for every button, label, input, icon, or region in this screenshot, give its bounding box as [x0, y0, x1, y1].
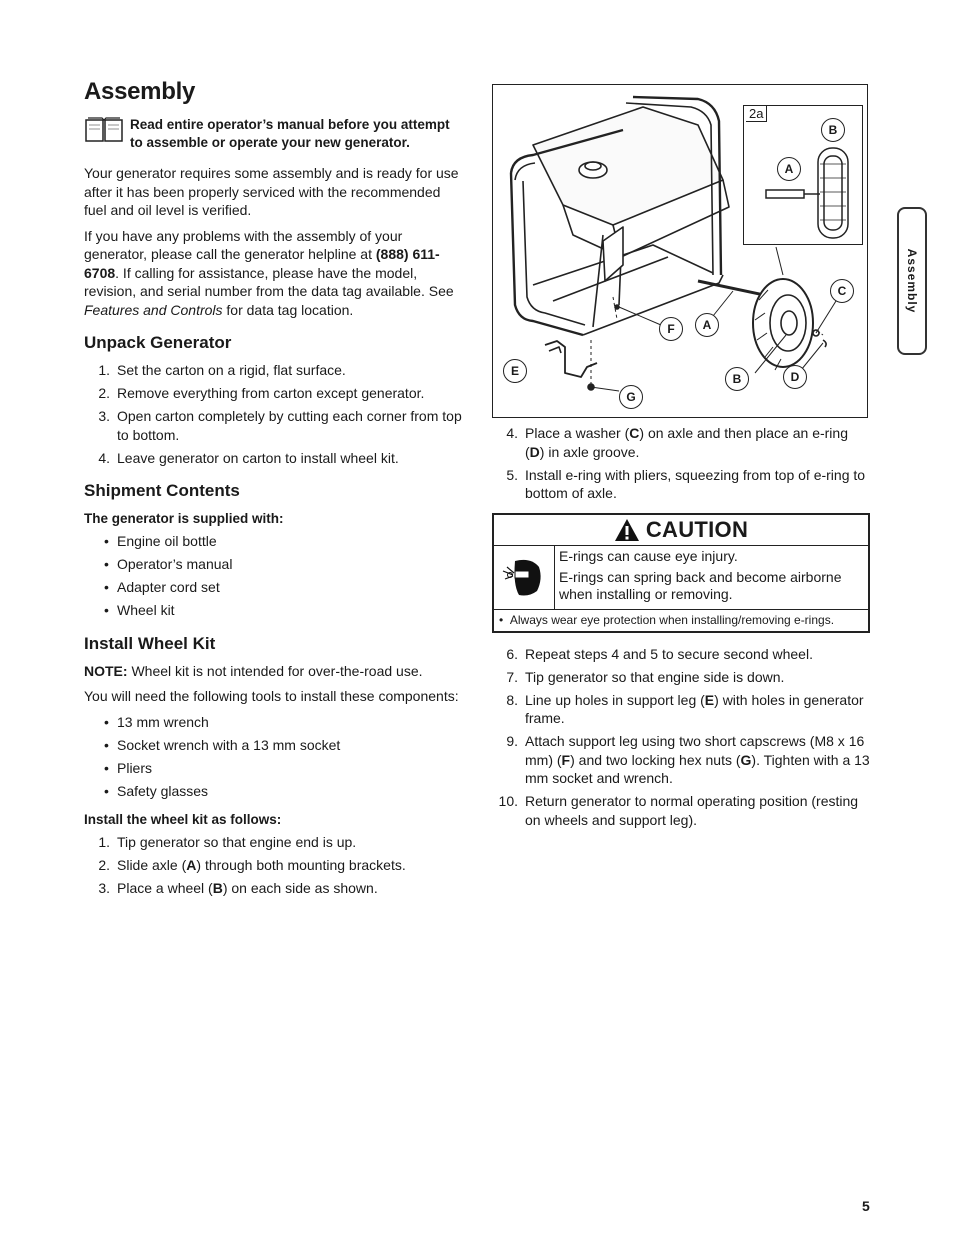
warning-triangle-icon [614, 518, 640, 542]
list-item: • Operator’s manual [104, 556, 233, 572]
list-item: 8. Line up holes in support leg (E) with holes in generator frame. [506, 691, 864, 726]
assembly-figure [492, 84, 868, 418]
shipment-subheading: The generator is supplied with: [84, 511, 284, 526]
wheelkit-heading: Install Wheel Kit [84, 633, 216, 653]
callout-a-inset: A [777, 157, 801, 181]
list-item: 9. Attach support leg using two short capscrews (M8 x 16 mm) (F) and two locking hex nuts (G). Tighten with a 13 mm socket and wrench. [506, 733, 870, 786]
list-item: 3. Place a wheel (B) on each side as shown. [98, 880, 378, 896]
wheelkit-note: NOTE: Wheel kit is not intended for over-the-road use. [84, 662, 423, 679]
unpack-steps [84, 361, 464, 467]
shipment-list [84, 532, 464, 620]
callout-c: C [830, 279, 854, 303]
callout-b: B [725, 367, 749, 391]
caution-title: CAUTION [645, 516, 749, 542]
list-item: 1. Tip generator so that engine end is up. [98, 834, 357, 850]
wheelkit-subheading: Install the wheel kit as follows: [84, 812, 282, 827]
callout-e: E [503, 359, 527, 383]
list-item: • 13 mm wrench [104, 713, 209, 730]
detail-inset [743, 105, 863, 245]
list-item: 4. Place a washer (C) on axle and then place an e-ring (D) in axle groove. [506, 425, 848, 460]
inset-label: 2a [746, 106, 767, 122]
eye-protection-icon [494, 546, 555, 609]
left-column [84, 78, 464, 902]
list-item: 5. Install e-ring with pliers, squeezing from top of e-ring to bottom of axle. [506, 466, 866, 501]
read-manual-text: Read entire operator’s manual before you attempt to assemble or operate your new generator. [130, 117, 450, 150]
callout-f: F [659, 317, 683, 341]
list-item: 1. Set the carton on a rigid, flat surface. [98, 362, 346, 378]
caution-header [494, 515, 868, 546]
callout-b-inset: B [821, 118, 845, 142]
read-manual-note [84, 116, 464, 158]
shipment-heading: Shipment Contents [84, 481, 240, 500]
list-item: • Socket wrench with a 13 mm socket [104, 736, 341, 753]
list-item: 10. Return generator to normal operating position (resting on wheels and support leg). [498, 793, 859, 828]
caution-box [492, 513, 870, 633]
list-item: • Safety glasses [104, 782, 209, 799]
list-item: 6. Repeat steps 4 and 5 to secure second wheel. [506, 645, 813, 662]
intro-paragraph-2: If you have any problems with the assembly of your generator, please call the generator helpline at (888) 611-6708. If calling for assistance, please have the model, revision, and serial number from the data tag available. See Features and Controls for data tag location. [84, 227, 454, 318]
helpline-phone: (888) 611-6708 [84, 246, 440, 281]
list-item: • Adapter cord set [104, 579, 220, 595]
list-item: • Engine oil bottle [104, 533, 217, 549]
intro-paragraph-1: Your generator requires some assembly and is ready for use after it has been properly serviced with the recommended fuel and oil level is verified. [84, 165, 459, 218]
tools-intro: You will need the following tools to install these components: [84, 688, 459, 704]
callout-a: A [695, 313, 719, 337]
list-item: • Wheel kit [104, 602, 175, 618]
wheel-steps-continued [492, 424, 870, 503]
list-item: 7. Tip generator so that engine side is down. [506, 668, 785, 685]
callout-d: D [783, 365, 807, 389]
caution-line-1: E-rings can cause eye injury. [559, 547, 738, 564]
unpack-heading: Unpack Generator [84, 333, 232, 352]
list-item: 3. Open carton completely by cutting each corner from top to bottom. [98, 408, 462, 443]
page-number: 5 [862, 1198, 870, 1214]
wheel-steps-final [492, 645, 870, 830]
caution-text [555, 546, 868, 609]
list-item: 2. Remove everything from carton except generator. [98, 385, 425, 401]
side-tab-label: Assembly [905, 248, 919, 314]
callout-g: G [619, 385, 643, 409]
features-controls-reference: Features and Controls [84, 301, 223, 318]
page-title: Assembly [84, 78, 195, 105]
section-side-tab [897, 207, 927, 355]
caution-body [494, 546, 868, 610]
wheelkit-steps [84, 833, 464, 898]
list-item: 2. Slide axle (A) through both mounting brackets. [98, 857, 406, 873]
caution-line-2: E-rings can spring back and become airborne when installing or removing. [559, 568, 842, 602]
manual-book-icon [84, 116, 124, 144]
caution-footer: • Always wear eye protection when installing/removing e-rings. [499, 612, 835, 627]
right-column [492, 84, 870, 834]
list-item: 4. Leave generator on carton to install wheel kit. [98, 449, 399, 466]
list-item: • Pliers [104, 759, 153, 776]
tools-list [84, 713, 464, 801]
